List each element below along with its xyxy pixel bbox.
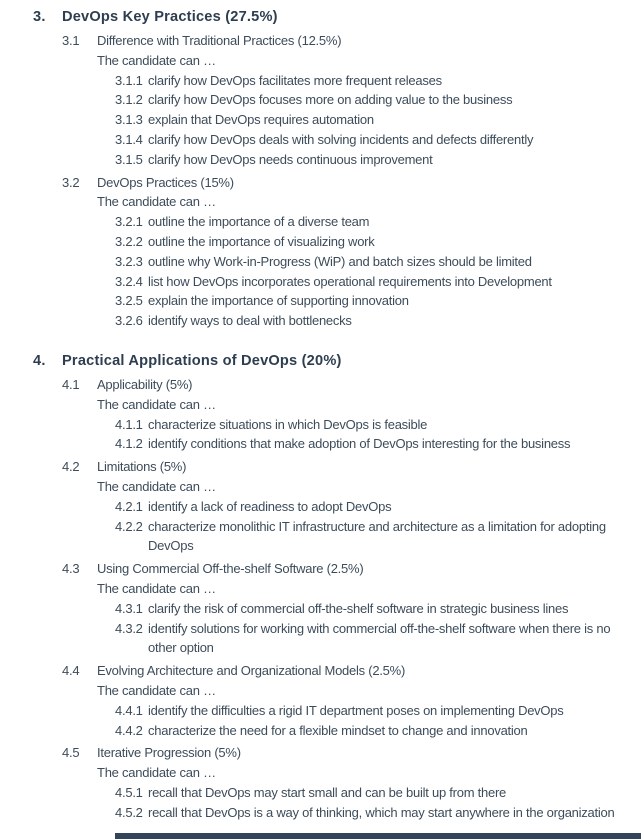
requirement-number: 3.1.4 xyxy=(115,131,143,147)
section-number: 4. xyxy=(33,352,46,369)
requirement-item xyxy=(115,272,635,292)
requirement-text: list how DevOps incorporates operational requirements into Development xyxy=(148,273,552,289)
requirement-item xyxy=(115,415,635,435)
requirement-item xyxy=(115,232,635,252)
subsection-number: 4.4 xyxy=(62,663,80,679)
requirement-item xyxy=(115,434,635,454)
requirement-text: clarify how DevOps needs continuous improvement xyxy=(148,151,433,167)
requirement-number: 3.1.2 xyxy=(115,92,143,108)
subsection-number: 3.1 xyxy=(62,33,80,48)
candidate-intro: The candidate can … xyxy=(97,396,216,412)
requirement-item xyxy=(115,110,635,130)
requirement-item xyxy=(115,721,635,741)
requirement-text: characterize situations in which DevOps is feasible xyxy=(148,416,428,432)
section-heading xyxy=(33,7,635,28)
requirement-text: outline the importance of visualizing work xyxy=(148,233,375,249)
subsection-heading xyxy=(62,173,635,193)
subsection xyxy=(33,173,635,331)
requirement-number: 3.2.3 xyxy=(115,253,143,269)
candidate-intro: The candidate can … xyxy=(97,580,216,596)
requirement-item xyxy=(115,517,635,557)
requirement-number: 3.2.2 xyxy=(115,233,143,249)
subsection-number: 4.2 xyxy=(62,459,80,475)
requirement-number: 3.1.1 xyxy=(115,72,143,88)
cutoff-content-edge xyxy=(115,833,641,839)
candidate-intro: The candidate can … xyxy=(97,52,216,68)
section-number: 3. xyxy=(33,9,46,25)
subsection-title: Applicability (5%) xyxy=(97,376,193,392)
candidate-intro: The candidate can … xyxy=(97,194,216,210)
requirement-number: 3.2.5 xyxy=(115,293,143,309)
subsection xyxy=(33,743,635,822)
requirement-number: 4.1.2 xyxy=(115,436,143,452)
requirement-number: 4.2.2 xyxy=(115,518,143,534)
requirement-number: 3.1.5 xyxy=(115,151,143,167)
requirement-text: identify a lack of readiness to adopt DevOps xyxy=(148,498,392,514)
requirement-text: clarify how DevOps deals with solving incidents and defects differently xyxy=(148,131,534,147)
subsection-number: 4.1 xyxy=(62,376,80,392)
requirement-number: 4.4.1 xyxy=(115,702,143,718)
subsection-title: Limitations (5%) xyxy=(97,459,187,475)
requirement-text: identify ways to deal with bottlenecks xyxy=(148,313,352,329)
candidate-intro: The candidate can … xyxy=(97,478,216,494)
subsection-heading xyxy=(62,457,635,477)
requirement-text: identify solutions for working with commercial off-the-shelf software when there is no other option xyxy=(148,620,611,656)
requirement-item xyxy=(115,90,635,110)
requirement-item xyxy=(115,212,635,232)
requirement-text: identify conditions that make adoption of DevOps interesting for the business xyxy=(148,436,571,452)
requirement-item xyxy=(115,130,635,150)
subsection xyxy=(33,375,635,454)
requirement-item xyxy=(115,599,635,619)
requirement-text: clarify the risk of commercial off-the-shelf software in strategic business lines xyxy=(148,600,569,616)
subsection-title: DevOps Practices (15%) xyxy=(97,174,234,190)
requirement-text: outline the importance of a diverse team xyxy=(148,214,370,230)
section-title: DevOps Key Practices (27.5%) xyxy=(62,9,278,25)
subsection-title: Evolving Architecture and Organizational Models (2.5%) xyxy=(97,663,406,679)
requirement-number: 4.3.2 xyxy=(115,620,143,636)
requirement-item xyxy=(115,71,635,91)
subsection-heading xyxy=(62,31,635,51)
subsection-number: 4.3 xyxy=(62,561,80,577)
requirement-item xyxy=(115,291,635,311)
requirement-item xyxy=(115,701,635,721)
subsection-number: 3.2 xyxy=(62,174,80,190)
requirement-number: 4.4.2 xyxy=(115,722,143,738)
subsection-title: Using Commercial Off-the-shelf Software (2.5%) xyxy=(97,561,364,577)
subsection-heading xyxy=(62,375,635,395)
subsection xyxy=(33,559,635,658)
requirement-number: 3.2.1 xyxy=(115,214,143,230)
requirement-text: recall that DevOps may start small and can be built up from there xyxy=(148,784,507,800)
requirement-item xyxy=(115,252,635,272)
requirement-number: 3.2.6 xyxy=(115,313,143,329)
subsection-heading xyxy=(62,743,635,763)
candidate-intro: The candidate can … xyxy=(97,765,216,781)
requirement-number: 4.2.1 xyxy=(115,498,143,514)
requirement-number: 4.5.1 xyxy=(115,784,143,800)
requirement-text: clarify how DevOps facilitates more frequent releases xyxy=(148,72,442,88)
section-title: Practical Applications of DevOps (20%) xyxy=(62,352,342,369)
requirement-item xyxy=(115,311,635,331)
requirement-number: 4.1.1 xyxy=(115,416,143,432)
subsection xyxy=(33,457,635,556)
requirement-number: 3.1.3 xyxy=(115,112,143,128)
subsection xyxy=(33,661,635,740)
subsection-heading xyxy=(62,559,635,579)
requirement-number: 4.5.2 xyxy=(115,804,143,820)
requirement-text: characterize monolithic IT infrastructure and architecture as a limitation for adopting DevOps xyxy=(148,518,606,554)
section-heading xyxy=(33,351,635,372)
subsection-heading xyxy=(62,661,635,681)
section xyxy=(33,7,635,331)
requirement-text: outline why Work-in-Progress (WiP) and batch sizes should be limited xyxy=(148,253,532,269)
subsection-title: Iterative Progression (5%) xyxy=(97,745,241,761)
candidate-intro: The candidate can … xyxy=(97,682,216,698)
requirement-text: clarify how DevOps focuses more on adding value to the business xyxy=(148,92,513,108)
requirement-item xyxy=(115,619,635,659)
requirement-item xyxy=(115,150,635,170)
subsection-number: 4.5 xyxy=(62,745,80,761)
subsection xyxy=(33,31,635,170)
requirement-text: characterize the need for a flexible mindset to change and innovation xyxy=(148,722,528,738)
requirement-number: 3.2.4 xyxy=(115,273,143,289)
requirement-text: explain that DevOps requires automation xyxy=(148,112,374,128)
requirement-text: identify the difficulties a rigid IT department poses on implementing DevOps xyxy=(148,702,564,718)
subsection-title: Difference with Traditional Practices (12.5%) xyxy=(97,33,342,48)
requirement-text: recall that DevOps is a way of thinking, which may start anywhere in the organization xyxy=(148,804,615,820)
requirement-number: 4.3.1 xyxy=(115,600,143,616)
requirement-item xyxy=(115,497,635,517)
section xyxy=(33,351,635,823)
requirement-text: explain the importance of supporting innovation xyxy=(148,293,409,309)
requirement-item xyxy=(115,783,635,803)
requirement-item xyxy=(115,803,635,823)
